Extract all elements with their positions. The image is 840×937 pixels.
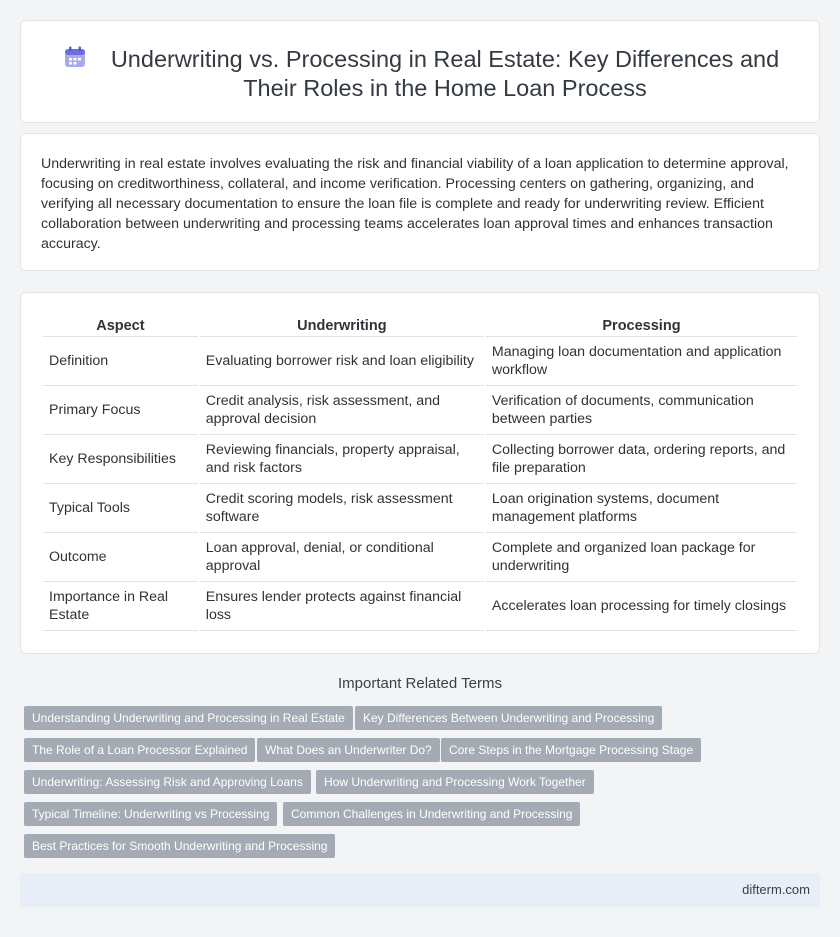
- footer: [20, 873, 820, 907]
- related-term-tag[interactable]: Underwriting: Assessing Risk and Approving Loans: [24, 770, 311, 794]
- related-term-tag[interactable]: Key Differences Between Underwriting and Processing: [355, 706, 662, 730]
- table-cell: Verification of documents, communication between parties: [486, 386, 797, 435]
- related-term-tag[interactable]: What Does an Underwriter Do?: [257, 738, 440, 762]
- table-cell: Credit scoring models, risk assessment software: [200, 484, 484, 533]
- summary-card: [20, 133, 820, 271]
- table-cell: Accelerates loan processing for timely closings: [486, 582, 797, 631]
- table-row: [43, 533, 797, 582]
- summary-text: Underwriting in real estate involves evaluating the risk and financial viability of a loan application to determine approval, focusing on creditworthiness, collateral, and income verification. Processing centers on gathering, organizing, and verifying all necessary documentation to ensure the loan file is complete and ready for underwriting review. Efficient collaboration between underwriting and processing teams accelerates loan approval times and enhances transaction accuracy.: [41, 156, 789, 252]
- related-terms-heading: Important Related Terms: [338, 675, 502, 692]
- table-cell: Ensures lender protects against financial loss: [200, 582, 484, 631]
- related-term-tag[interactable]: How Underwriting and Processing Work Together: [316, 770, 594, 794]
- table-cell: Managing loan documentation and application workflow: [486, 337, 797, 386]
- table-cell: Outcome: [43, 533, 198, 582]
- table-cell: Complete and organized loan package for underwriting: [486, 533, 797, 582]
- header-processing: Processing: [486, 315, 797, 337]
- related-term-tag[interactable]: Typical Timeline: Underwriting vs Processing: [24, 802, 277, 826]
- table-header-row: [43, 315, 797, 337]
- table-cell: Evaluating borrower risk and loan eligibility: [200, 337, 484, 386]
- related-term-tag[interactable]: Common Challenges in Underwriting and Processing: [283, 802, 580, 826]
- comparison-table-card: [20, 292, 820, 654]
- table-cell: Definition: [43, 337, 198, 386]
- related-term-tag[interactable]: Core Steps in the Mortgage Processing Stage: [441, 738, 701, 762]
- header-aspect: Aspect: [43, 315, 198, 337]
- table-row: [43, 386, 797, 435]
- table-row: [43, 484, 797, 533]
- table-cell: Primary Focus: [43, 386, 198, 435]
- related-term-tag[interactable]: Understanding Underwriting and Processing in Real Estate: [24, 706, 353, 730]
- table-cell: Reviewing financials, property appraisal, and risk factors: [200, 435, 484, 484]
- table-cell: Loan approval, denial, or conditional approval: [200, 533, 484, 582]
- footer-site-link[interactable]: difterm.com: [742, 882, 810, 897]
- table-row: [43, 582, 797, 631]
- table-cell: Credit analysis, risk assessment, and approval decision: [200, 386, 484, 435]
- table-cell: Typical Tools: [43, 484, 198, 533]
- table-cell: Loan origination systems, document management platforms: [486, 484, 797, 533]
- table-cell: Collecting borrower data, ordering reports, and file preparation: [486, 435, 797, 484]
- table-row: [43, 435, 797, 484]
- header-underwriting: Underwriting: [200, 315, 484, 337]
- comparison-table: [41, 315, 799, 631]
- page-title: Underwriting vs. Processing in Real Estate: Key Differences and Their Roles in the Home Loan Process: [110, 46, 780, 101]
- table-row: [43, 337, 797, 386]
- title-card: [20, 20, 820, 123]
- table-cell: Key Responsibilities: [43, 435, 198, 484]
- table-cell: Importance in Real Estate: [43, 582, 198, 631]
- related-term-tag[interactable]: Best Practices for Smooth Underwriting and Processing: [24, 834, 335, 858]
- related-term-tag[interactable]: The Role of a Loan Processor Explained: [24, 738, 255, 762]
